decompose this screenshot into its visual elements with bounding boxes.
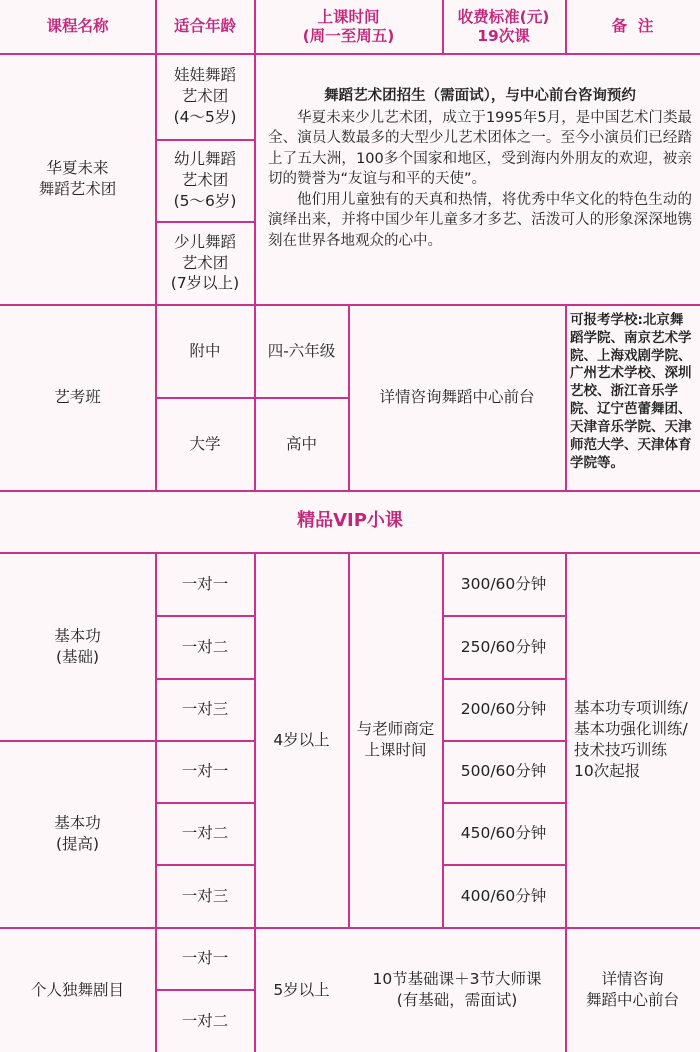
vip-lesson-type: 一对一 — [181, 574, 229, 593]
header-time-line1: 上课时间 — [317, 8, 380, 27]
vip-fee: 200/60分钟 — [460, 700, 547, 719]
solo-remark: 详情咨询 舞蹈中心前台 — [585, 970, 679, 1009]
solo-lesson-type: 一对一 — [181, 949, 229, 968]
solo-fee: 10节基础课＋3节大师课 (有基础，需面试) — [372, 970, 542, 1009]
vip-section-title: 精品VIP小课 — [297, 510, 403, 532]
header-fee-line2: 19次课 — [477, 27, 530, 45]
header-time-line2: (周一至周五) — [302, 27, 395, 45]
solo-age: 5岁以上 — [273, 980, 330, 999]
intro-paragraph: 他们用儿童独有的天真和热情，将优秀中华文化的特色生动的演绎出来，并将中国少年儿童多才多艺、活泼可人的形象深深地镌刻在世界各地观众的心中。 — [268, 191, 692, 250]
vip-group-name: 基本功 (提高) — [54, 814, 101, 853]
vip-lesson-type: 一对二 — [181, 824, 229, 843]
art-troupe-name: 华夏未来 舞蹈艺术团 — [38, 159, 117, 198]
exam-class-grade: 高中 — [285, 434, 317, 453]
art-troupe-group: 娃娃舞蹈 艺术团 (4～5岁) — [173, 66, 237, 126]
vip-fee: 400/60分钟 — [460, 886, 547, 905]
art-troupe-group: 幼儿舞蹈 艺术团 (5～6岁) — [173, 150, 237, 210]
vip-lesson-type: 一对三 — [181, 886, 229, 905]
vip-lesson-type: 一对二 — [181, 637, 229, 656]
header-fee-line1: 收费标准(元) — [457, 8, 550, 27]
exam-class-schools-note: 可报考学校:北京舞蹈学院、南京艺术学院、上海戏剧学院、广州艺术学校、深圳艺校、浙江音乐学院、辽宁芭蕾舞团、天津音乐学院、天津师范大学、天津体育学院等。 — [570, 312, 692, 471]
vip-fee: 300/60分钟 — [460, 574, 547, 593]
exam-class-consult: 详情咨询舞蹈中心前台 — [379, 388, 535, 407]
vip-lesson-type: 一对一 — [181, 762, 229, 781]
solo-name: 个人独舞剧目 — [30, 980, 124, 999]
grid-line — [565, 304, 567, 490]
vip-remark: 基本功专项训练/基本功强化训练/技术技巧训练 10次起报 — [574, 699, 688, 780]
exam-class-name: 艺考班 — [54, 388, 101, 407]
vip-lesson-type: 一对三 — [181, 700, 229, 719]
header-remark: 备 注 — [611, 17, 654, 36]
art-troupe-intro — [268, 86, 692, 252]
exam-class-school: 大学 — [189, 434, 221, 453]
vip-fee: 450/60分钟 — [460, 824, 547, 843]
vip-fee: 500/60分钟 — [460, 762, 547, 781]
header-fee — [442, 2, 565, 52]
intro-title: 舞蹈艺术团招生（需面试），与中心前台咨询预约 — [324, 88, 636, 104]
exam-class-grade: 四-六年级 — [267, 341, 336, 360]
exam-class-school: 附中 — [189, 341, 221, 360]
header-time — [255, 2, 442, 52]
header-course-name: 课程名称 — [46, 17, 109, 36]
intro-paragraph: 华夏未来少儿艺术团，成立于1995年5月，是中国艺术门类最全、演员人数最多的大型少儿艺术团体之一。至今小演员们已经踏上了五大洲，100多个国家和地区，受到海内外朋友的欢迎，被亲切的赞誉为“友谊与和平的天使”。 — [268, 109, 692, 188]
header-age: 适合年龄 — [173, 17, 236, 36]
vip-group-name: 基本功 (基础) — [54, 626, 101, 666]
vip-time: 与老师商定 上课时间 — [356, 720, 435, 759]
solo-lesson-type: 一对二 — [181, 1011, 229, 1030]
vip-fee: 250/60分钟 — [460, 637, 547, 656]
vip-age: 4岁以上 — [273, 730, 330, 749]
art-troupe-group: 少儿舞蹈 艺术团 (7岁以上) — [170, 232, 240, 293]
